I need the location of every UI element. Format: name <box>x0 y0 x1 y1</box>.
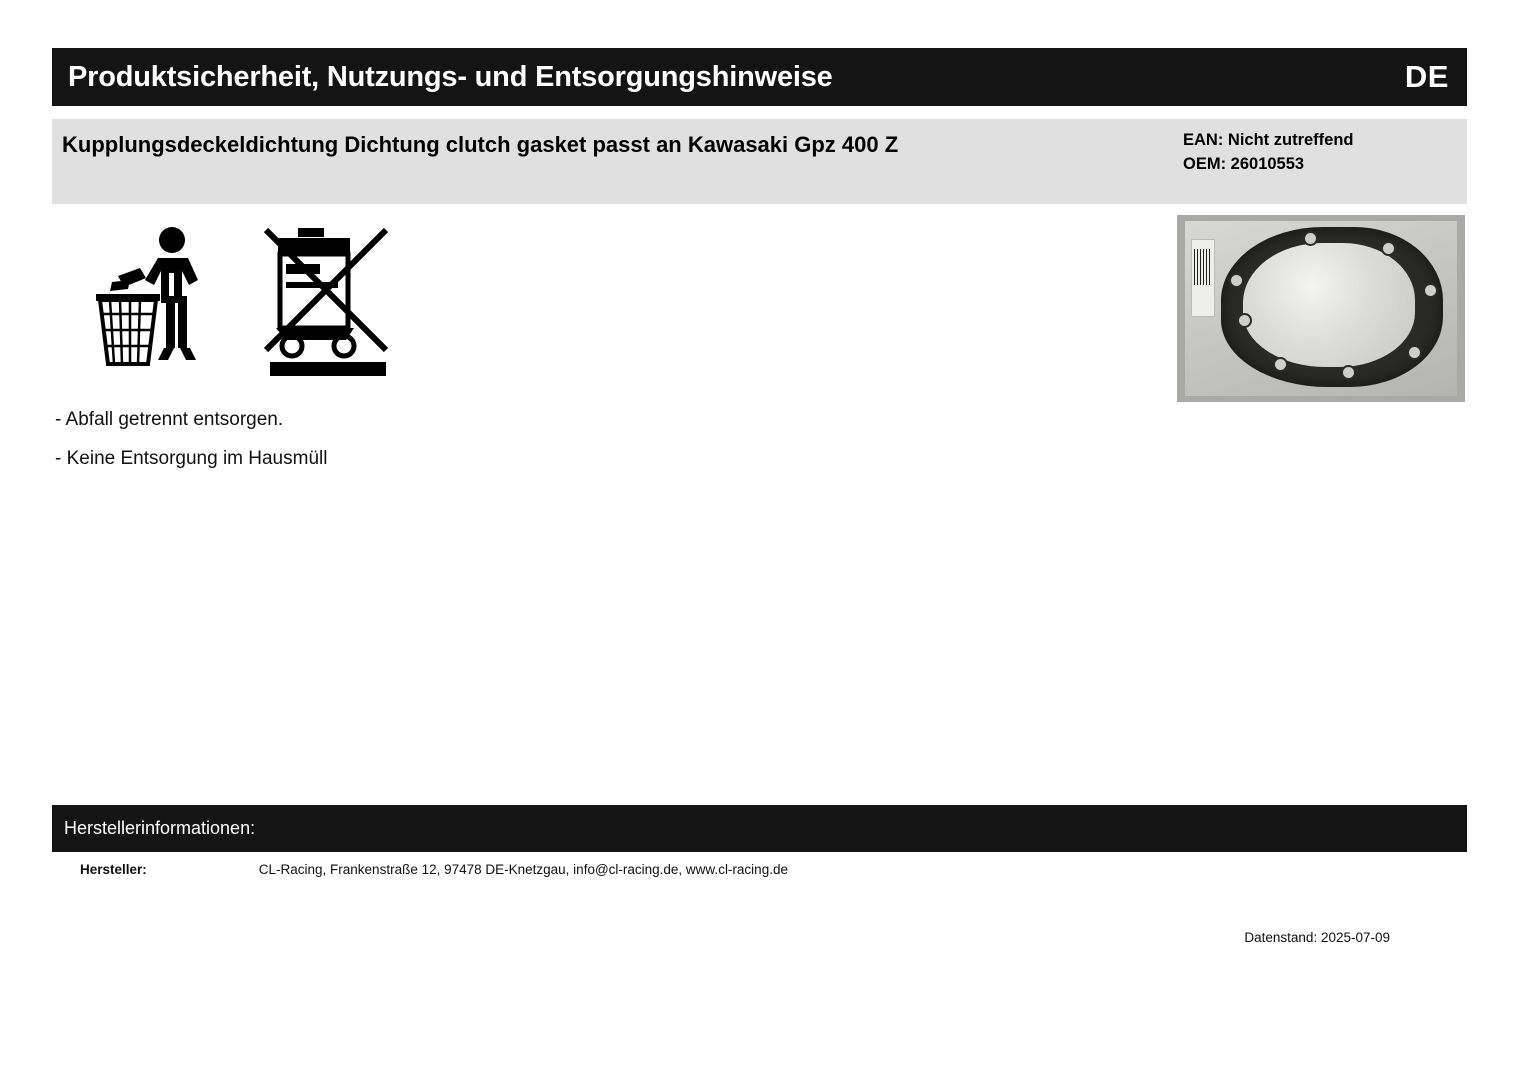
gasket-bolt-hole <box>1231 275 1242 286</box>
datestamp: Datenstand: 2025-07-09 <box>1244 930 1390 945</box>
manufacturer-value: CL-Racing, Frankenstraße 12, 97478 DE-Knetzgau, info@cl-racing.de, www.cl-racing.de <box>258 862 788 877</box>
dispose-in-bin-icon <box>96 227 198 364</box>
product-title: Kupplungsdeckeldichtung Dichtung clutch gasket passt an Kawasaki Gpz 400 Z <box>62 132 899 157</box>
product-photo <box>1177 215 1465 402</box>
gasket-bolt-hole <box>1275 359 1286 370</box>
manufacturer-row <box>80 862 1460 877</box>
oem-code: OEM: 26010553 <box>1183 154 1305 173</box>
manufacturer-section-title: Herstellerinformationen: <box>64 818 256 838</box>
list-item: - Abfall getrennt entsorgen. <box>55 409 284 430</box>
gasket-bolt-hole <box>1239 315 1250 326</box>
manufacturer-label: Hersteller: <box>80 862 147 877</box>
gasket-bolt-hole <box>1343 367 1354 378</box>
language-badge: DE <box>1404 59 1449 94</box>
gasket-outline <box>1221 227 1443 387</box>
disposal-instructions <box>55 410 327 488</box>
product-codes <box>1183 129 1453 177</box>
page-title: Produktsicherheit, Nutzungs- und Entsorgungshinweise <box>68 60 833 93</box>
gasket-bolt-hole <box>1409 347 1420 358</box>
document-header <box>52 48 1467 106</box>
gasket-inner-surface <box>1243 243 1415 367</box>
gasket-bolt-hole <box>1425 285 1436 296</box>
pictogram-group <box>80 220 420 380</box>
photo-barcode <box>1194 249 1210 285</box>
manufacturer-section-header <box>52 805 1467 852</box>
pictogram-svg <box>80 220 420 380</box>
gasket-bolt-hole <box>1305 233 1316 244</box>
gasket-bolt-hole <box>1383 243 1394 254</box>
list-item: - Keine Entsorgung im Hausmüll <box>55 448 328 469</box>
product-info-band <box>52 119 1467 204</box>
product-photo-content <box>1177 215 1465 402</box>
crossed-out-wheelie-bin-icon <box>266 228 386 376</box>
ean-code: EAN: Nicht zutreffend <box>1183 131 1354 149</box>
